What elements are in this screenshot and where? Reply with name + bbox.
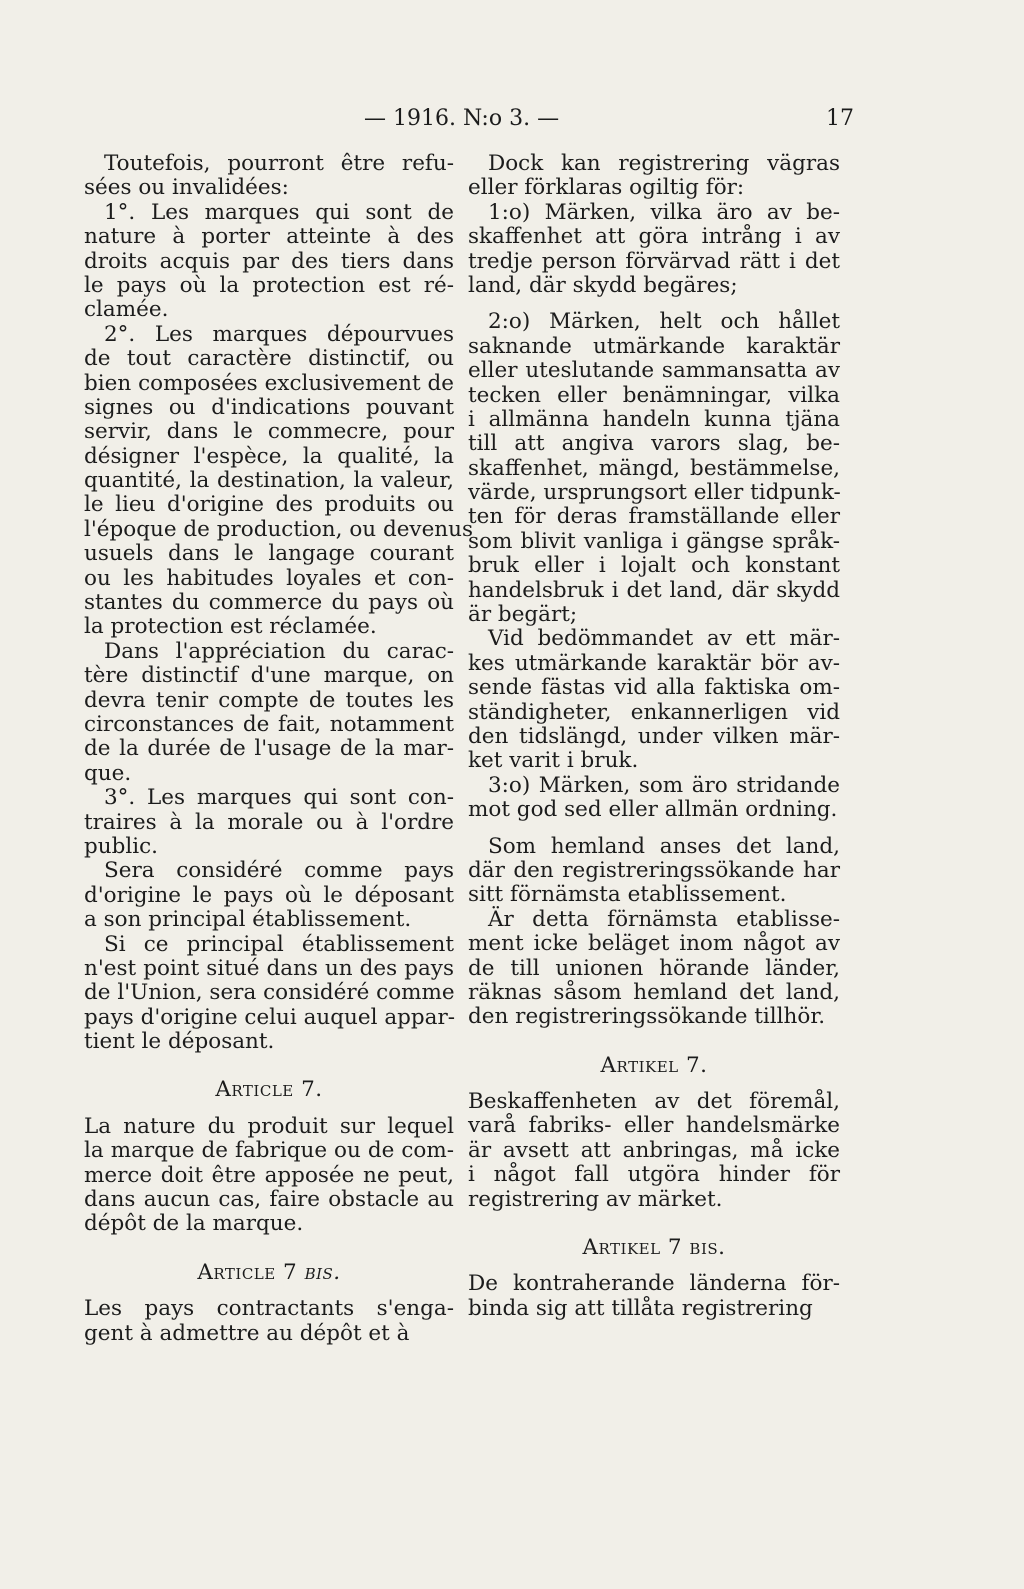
text-line: traires à la morale ou à l'ordre (84, 809, 454, 835)
text-line: Toutefois, pourront être refu- (104, 151, 454, 176)
text-line: 2:o) Märken, helt och hållet (488, 309, 840, 335)
text-line: eller förklaras ogiltig för: (468, 175, 745, 201)
text-line: de l'Union, sera considéré comme (84, 980, 455, 1006)
text-line: eller uteslutande sammansatta av (468, 358, 840, 384)
text-line: stantes du commerce du pays où (84, 590, 454, 616)
text-line: merce doit être apposée ne peut, (84, 1162, 454, 1188)
text-line: sitt förnämsta etablissement. (468, 882, 787, 908)
article-heading: Article 7. (215, 1077, 323, 1103)
text-line: de tout caractère distinctif, ou (84, 346, 454, 372)
article-heading: Artikel 7 bis. (582, 1235, 726, 1261)
text-line: som blivit vanliga i gängse språk- (468, 528, 840, 554)
french-column (84, 151, 474, 1346)
text-line: skaffenhet, mängd, bestämmelse, (468, 455, 840, 481)
text-line: bien composées exclusivement de (84, 370, 454, 396)
text-line: signes ou d'indications pouvant (84, 394, 454, 420)
text-line: tère distinctif d'une marque, on (84, 663, 454, 689)
text-line: land, där skydd begäres; (468, 272, 738, 298)
text-line: la protection est réclamée. (84, 614, 377, 640)
text-line: Beskaffenheten av det föremål, (468, 1089, 840, 1115)
text-line: que. (84, 760, 132, 786)
text-line: 2°. Les marques dépourvues (104, 321, 454, 347)
text-line: gent à admettre au dépôt et à (84, 1320, 410, 1346)
swedish-column (468, 152, 840, 1321)
page-number: 17 (826, 106, 854, 131)
text-line: den registreringssökande tillhör. (468, 1004, 826, 1030)
text-line: 3:o) Märken, som äro stridande (488, 772, 840, 798)
text-line: De kontraherande länderna för- (468, 1271, 840, 1297)
text-line: Si ce principal établissement (104, 931, 454, 957)
text-line: ten för deras framställande eller (468, 504, 840, 530)
text-line: le pays où la protection est ré- (84, 272, 454, 298)
text-line: ment icke beläget inom något av (468, 931, 840, 957)
text-line: d'origine le pays où le déposant (84, 882, 454, 908)
text-line: i allmänna handeln kunna tjäna (468, 406, 840, 432)
text-line: dépôt de la marque. (84, 1211, 304, 1237)
text-line: är begärt; (468, 602, 578, 628)
article-heading: Article 7 bis. (197, 1259, 341, 1285)
text-line: 1:o) Märken, vilka äro av be- (488, 199, 840, 225)
text-line: sende fästas vid alla faktiska om- (468, 675, 840, 701)
text-line: dans aucun cas, faire obstacle au (84, 1187, 454, 1213)
text-line: devra tenir compte de toutes les (84, 687, 454, 713)
text-line: saknande utmärkande karaktär (468, 333, 840, 359)
text-line: bruk eller i lojalt och konstant (468, 553, 840, 579)
article-heading: Artikel 7. (600, 1052, 708, 1078)
text-line: kes utmärkande karaktär bör av- (468, 650, 840, 676)
text-line: tredje person förvärvad rätt i det (468, 248, 840, 274)
text-line: Les pays contractants s'enga- (84, 1296, 454, 1322)
text-line: Dans l'appréciation du carac- (104, 638, 454, 664)
text-line: mot god sed eller allmän ordning. (468, 797, 838, 823)
text-line: désigner l'espèce, la qualité, la (84, 443, 454, 469)
text-line: handelsbruk i det land, där skydd (468, 577, 840, 603)
text-line: droits acquis par des tiers dans (84, 248, 454, 274)
text-line: till att angiva varors slag, be- (468, 431, 840, 457)
text-line: Sera considéré comme pays (104, 858, 454, 884)
text-line: 3°. Les marques qui sont con- (104, 785, 454, 811)
text-line: Som hemland anses det land, (488, 833, 840, 859)
text-line: n'est point situé dans un des pays (84, 955, 454, 981)
text-line: a son principal établissement. (84, 907, 412, 933)
text-line: tecken eller benämningar, vilka (468, 382, 840, 408)
text-line: sées ou invalidées: (84, 175, 289, 201)
text-line: Dock kan registrering vägras (488, 151, 840, 176)
text-line: servir, dans le commecre, pour (84, 419, 454, 445)
text-line: binda sig att tillåta registrering (468, 1295, 813, 1321)
text-line: quantité, la destination, la valeur, (84, 468, 454, 494)
text-line: l'époque de production, ou devenus (84, 516, 474, 542)
text-line: 1°. Les marques qui sont de (104, 199, 454, 225)
text-line: ständigheter, enkannerligen vid (468, 699, 840, 725)
text-line: Är detta förnämsta etablisse- (488, 906, 840, 932)
text-line: i något fall utgöra hinder för (468, 1162, 840, 1188)
text-line: de la durée de l'usage de la mar- (84, 736, 454, 762)
text-line: är avsett att anbringas, må icke (468, 1137, 840, 1163)
text-line: pays d'origine celui auquel appar- (84, 1004, 456, 1030)
text-line: usuels dans le langage courant (84, 541, 454, 567)
text-line: skaffenhet att göra intrång i av (468, 224, 840, 250)
text-line: public. (84, 833, 159, 859)
text-line: där den registreringssökande har (468, 857, 840, 883)
text-line: den tidslängd, under vilken mär- (468, 723, 840, 749)
running-header: — 1916. N:o 3. — (364, 106, 560, 131)
text-line: varå fabriks- eller handelsmärke (468, 1113, 840, 1139)
text-line: La nature du produit sur lequel (84, 1113, 454, 1139)
text-line: Vid bedömmandet av ett mär- (488, 626, 840, 652)
text-line: registrering av märket. (468, 1186, 723, 1212)
text-line: la marque de fabrique ou de com- (84, 1138, 454, 1164)
text-line: de till unionen hörande länder, (468, 955, 840, 981)
text-line: räknas såsom hemland det land, (468, 979, 840, 1005)
text-line: ou les habitudes loyales et con- (84, 565, 454, 591)
text-line: clamée. (84, 297, 169, 323)
text-line: circonstances de fait, notamment (84, 711, 454, 737)
text-line: värde, ursprungsort eller tidpunk- (468, 480, 841, 506)
text-line: le lieu d'origine des produits ou (84, 492, 454, 518)
text-line: tient le déposant. (84, 1029, 275, 1055)
text-line: ket varit i bruk. (468, 748, 639, 774)
text-line: nature à porter atteinte à des (84, 224, 454, 250)
